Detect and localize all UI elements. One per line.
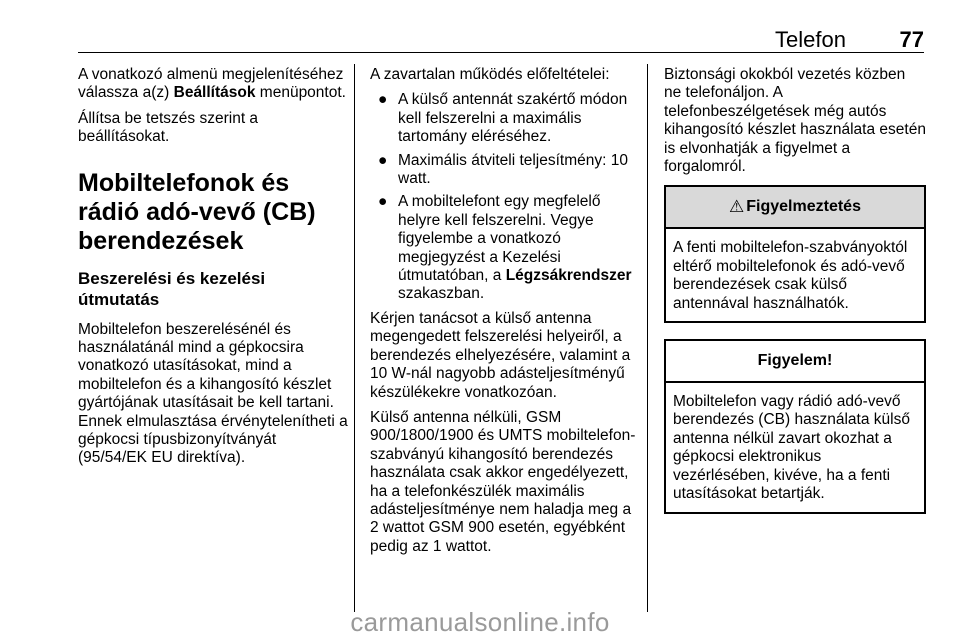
list-item: ● Maximális átviteli teljesítmény: 10 watt. bbox=[378, 151, 628, 188]
column-divider-2 bbox=[647, 64, 648, 612]
section-title: Telefon bbox=[775, 27, 846, 52]
warning-header bbox=[666, 187, 924, 229]
prerequisites-list bbox=[370, 91, 636, 303]
column-3 bbox=[664, 66, 926, 514]
notice-box bbox=[664, 339, 926, 513]
menu-instruction: A vonatkozó almenü megjelenítéséhez válassza a(z) Beállítások menüpontot. bbox=[78, 66, 346, 102]
bullet-icon: ● bbox=[378, 193, 388, 211]
column-divider-1 bbox=[354, 64, 355, 612]
column-2 bbox=[370, 66, 636, 563]
warning-title: Figyelmeztetés bbox=[746, 198, 861, 216]
page-header bbox=[78, 26, 924, 53]
prerequisites-intro: A zavartalan működés előfeltételei: bbox=[370, 66, 610, 83]
list-item: ● A mobiltelefont egy megfelelő helyre kell felszerelni. Vegye figyelembe a vonatkozó megjegyzést a Kezelési útmutatóban, a Légzsákrendszer szakaszban. bbox=[378, 193, 632, 303]
column-1 bbox=[78, 66, 348, 475]
airbag-section-name: Légzsákrendszer bbox=[505, 267, 632, 285]
section-heading: Mobiltelefonok és rádió adó-vevő (CB) berendezések bbox=[78, 168, 316, 255]
notice-title: Figyelem! bbox=[757, 351, 833, 369]
antenna-advice-paragraph: Kérjen tanácsot a külső antenna megengedett felszerelési helyeiről, a berendezés elhelyezésére, valamint a 10 W-nál nagyobb adásteljesítményű készülékekre vonatkozóan. bbox=[370, 309, 631, 401]
warning-box bbox=[664, 185, 926, 323]
subsection-heading: Beszerelési és kezelési útmutatás bbox=[78, 268, 266, 309]
safety-paragraph: Biztonsági okokból vezetés közben ne telefonáljon. A telefonbeszélgetések még autós kihangosító készlet használata esetén is elvonhatják a figyelmet a forgalomról. bbox=[664, 66, 926, 176]
list-item: ● A külső antennát szakértő módon kell felszerelni a maximális tartomány eléréséhez. bbox=[378, 91, 628, 146]
notice-header bbox=[666, 341, 924, 383]
bullet-icon: ● bbox=[378, 151, 388, 169]
bullet-icon: ● bbox=[378, 91, 388, 109]
warning-triangle-icon: ⚠ bbox=[729, 197, 745, 217]
watermark: carmanualsonline.info bbox=[350, 607, 610, 637]
notice-body: Mobiltelefon vagy rádió adó-vevő berendezés (CB) használata külső antenna nélkül zavart okozhat a gépkocsi elektronikus vezérlésében, kivéve, ha a fenti utasításokat betartják. bbox=[673, 393, 910, 503]
warning-body: A fenti mobiltelefon-szabványoktól eltérő mobiltelefonok és adó-vevő berendezések csak külső antennával használhatók. bbox=[673, 239, 908, 312]
gsm-paragraph: Külső antenna nélküli, GSM 900/1800/1900 és UMTS mobiltelefon-szabványú kihangosító berendezés használata csak akkor engedélyezett, ha a telefonkészülék maximális adásteljesítménye nem haladja meg a 2 wattot GSM 900 esetén, egyébként pedig az 1 wattot. bbox=[370, 408, 636, 555]
settings-paragraph: Állítsa be tetszés szerint a beállításokat. bbox=[78, 109, 259, 146]
menu-item-name: Beállítások bbox=[173, 84, 256, 102]
page-number: 77 bbox=[899, 27, 924, 52]
header-rule bbox=[78, 52, 924, 53]
installation-paragraph: Mobiltelefon beszerelésénél és használatánál mind a gépkocsira vonatkozó utasításokat, mind a mobiltelefon és a kihangosító készlet gyártójának utasításait be kell tartani. Ennek elmulasztása érvényteleníthetі a gépkocsi típusbizonyítványát (95/54/EK EU direktíva). bbox=[78, 320, 348, 467]
